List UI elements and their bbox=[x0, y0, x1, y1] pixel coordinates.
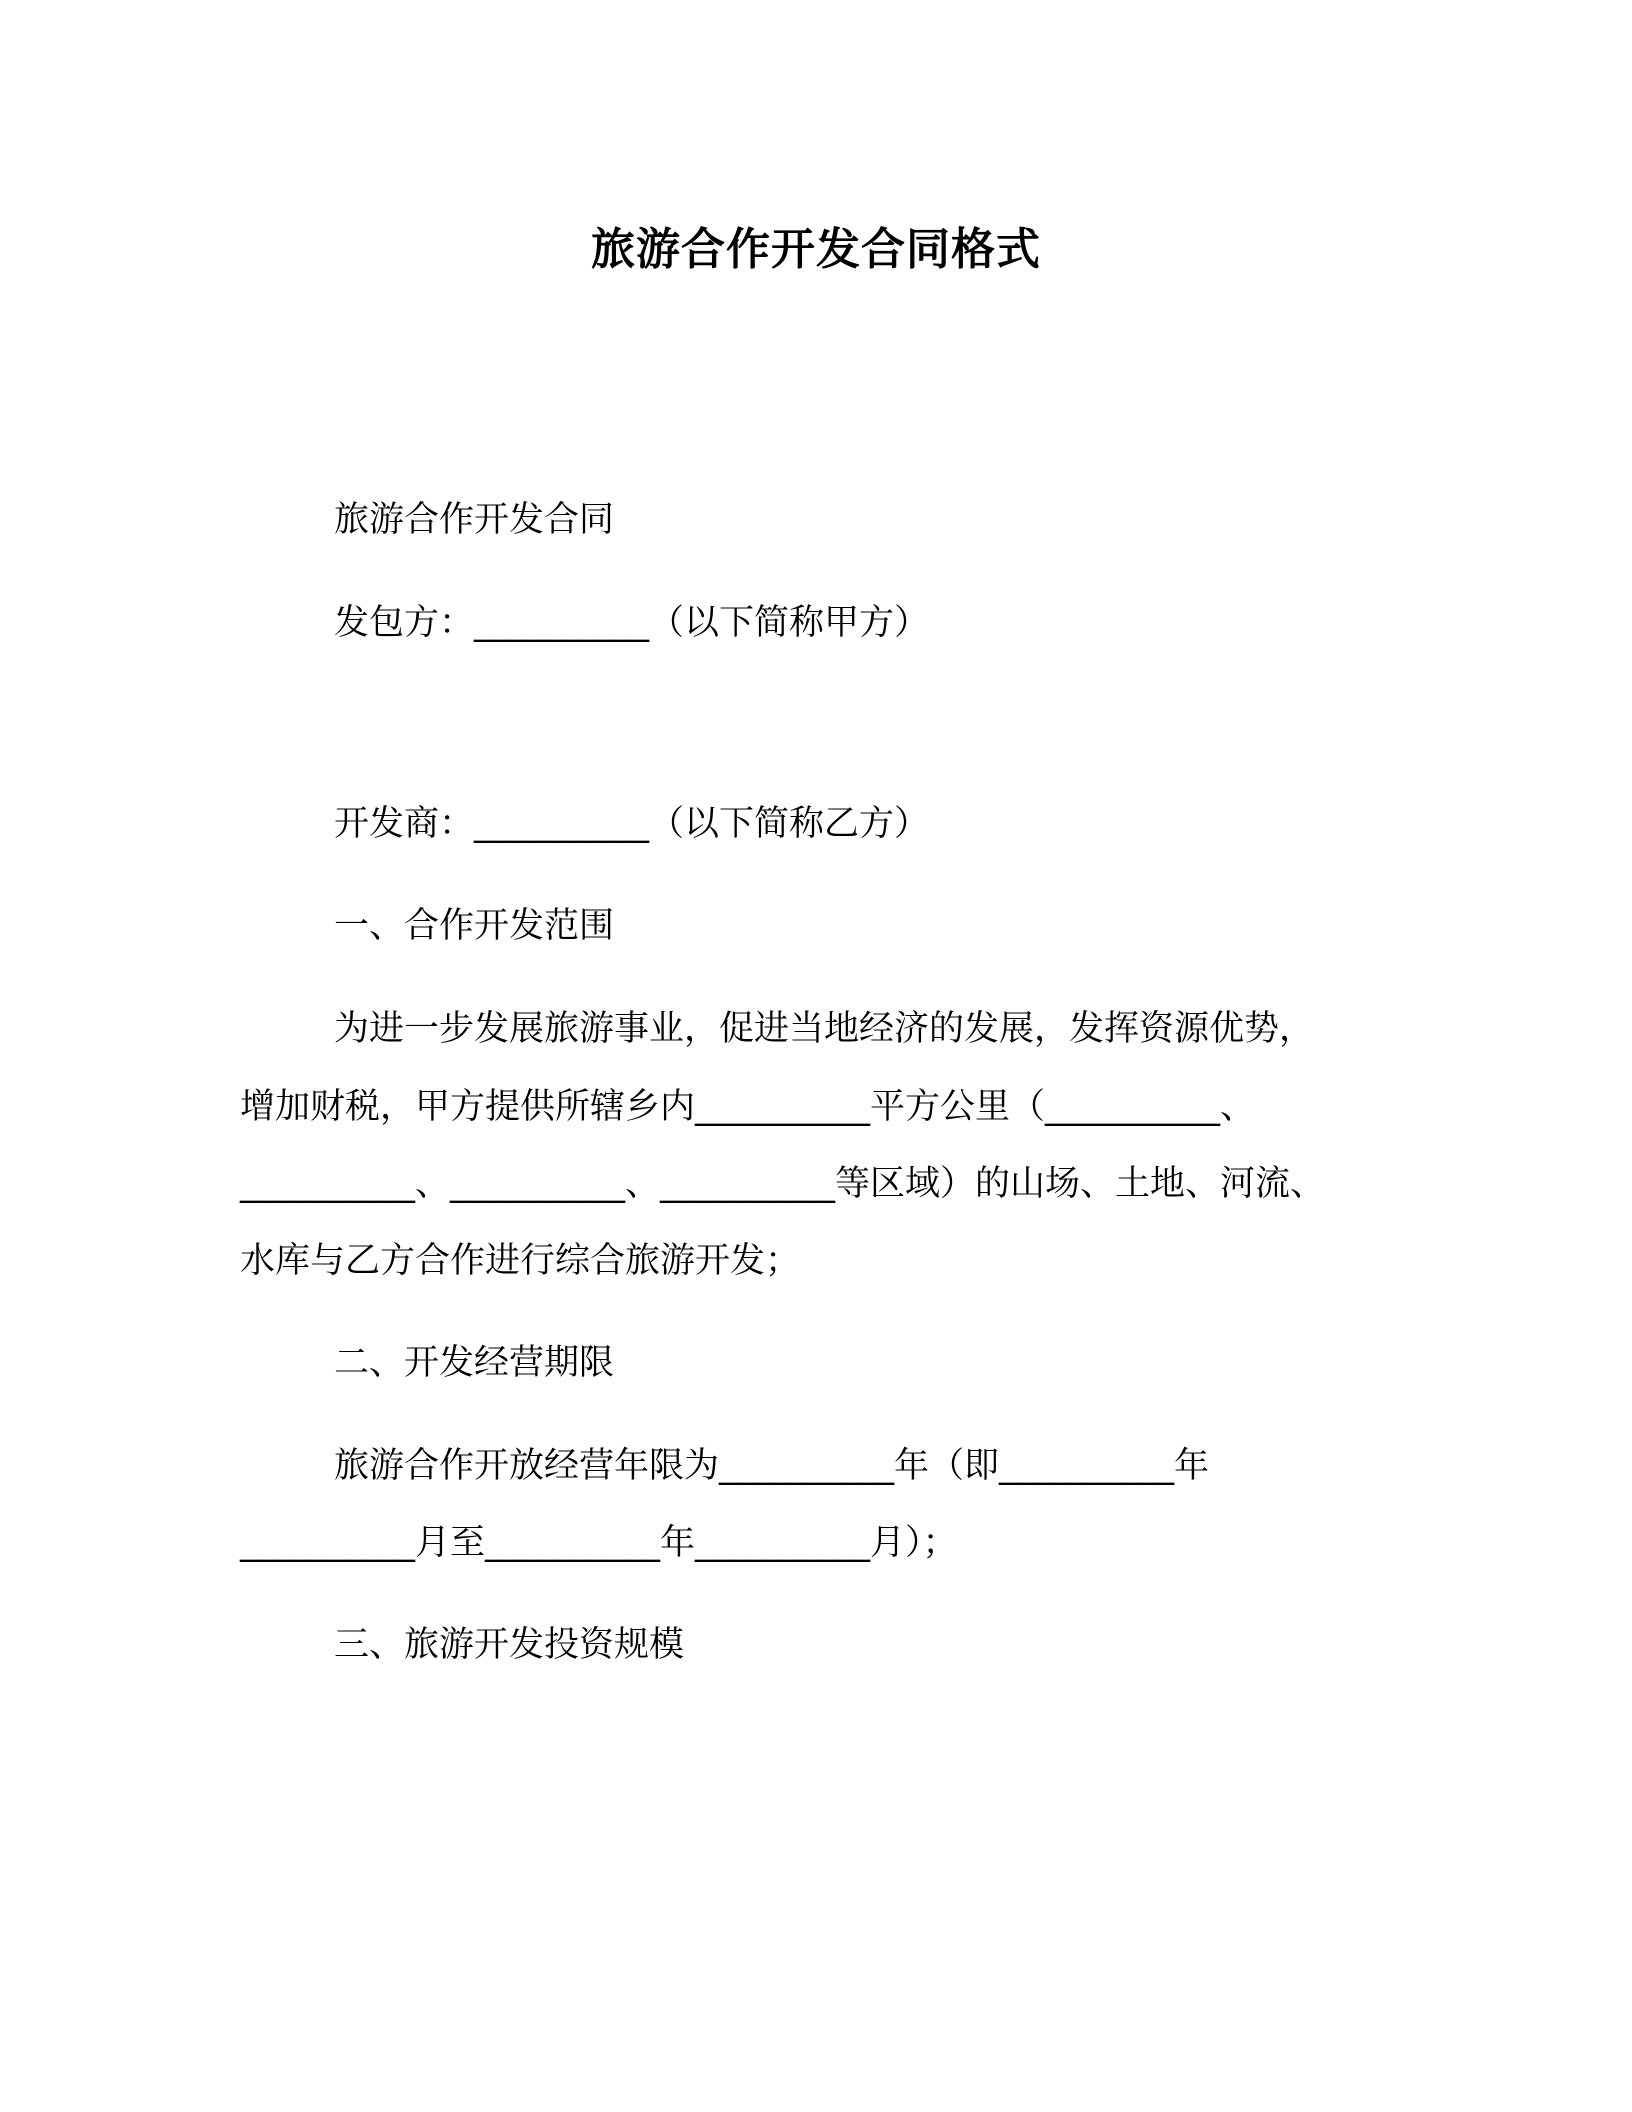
section-2-paragraph-line-2: __________月至__________年__________月）； bbox=[240, 1523, 958, 1563]
section-2-heading: 二、开发经营期限 bbox=[334, 1343, 615, 1383]
party-a-line: 发包方：__________（以下简称甲方） bbox=[334, 603, 930, 643]
document-title: 旅游合作开发合同格式 bbox=[591, 224, 1041, 275]
section-2-paragraph-line-1: 旅游合作开放经营年限为__________年（即__________年 bbox=[334, 1446, 1210, 1486]
section-1-heading: 一、合作开发范围 bbox=[334, 906, 615, 946]
contract-name: 旅游合作开发合同 bbox=[334, 500, 615, 540]
section-1-paragraph-line-1: 为进一步发展旅游事业，促进当地经济的发展，发挥资源优势， bbox=[334, 1009, 1315, 1049]
section-3-heading: 三、旅游开发投资规模 bbox=[334, 1625, 685, 1665]
section-1-paragraph-line-3: __________、__________、__________等区域）的山场、土地、河流、 bbox=[240, 1164, 1326, 1204]
party-b-line: 开发商：__________（以下简称乙方） bbox=[334, 804, 930, 844]
section-1-paragraph-line-2: 增加财税，甲方提供所辖乡内__________平方公里（__________、 bbox=[240, 1087, 1256, 1127]
section-1-paragraph-line-4: 水库与乙方合作进行综合旅游开发； bbox=[240, 1241, 801, 1281]
